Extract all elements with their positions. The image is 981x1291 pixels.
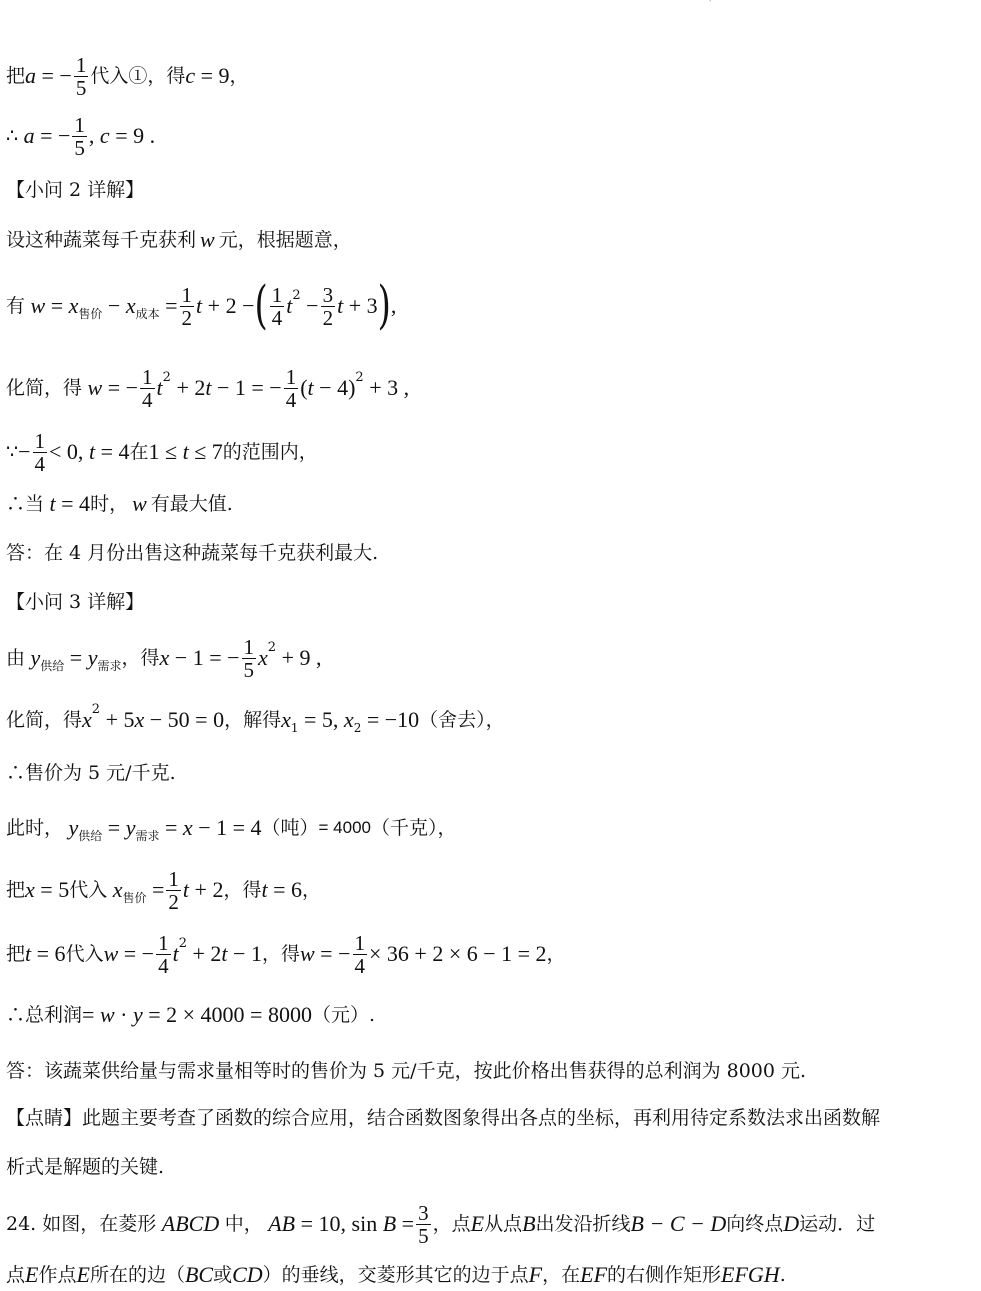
question-24-line-1: 24. 如图，在菱形 ABCD 中， AB = 10, sin B = $\frac{3}{5}$ ，点 E 从点 B 出发沿折线 B − C − D 向终点 D 运动．过	[6, 1200, 876, 1248]
line-define-w: 设这种蔬菜每千克获利 w 元，根据题意，	[6, 227, 352, 252]
question-24-line-2: 点 E 作点 E 所在的边（ BC 或 CD ）的垂线，交菱形其它的边于点 F ，在 EF 的右侧作矩形 EFGH .	[6, 1262, 786, 1287]
answer-q3: 答：该蔬菜供给量与需求量相等时的售价为 5 元/千克，按此价格出售获得的总利润为 8000 元.	[6, 1060, 807, 1082]
comment-line-1: 【点睛】此题主要考查了函数的综合应用，结合函数图象得出各点的坐标，再利用待定系数法求出函数解	[6, 1107, 881, 1129]
section-header-q2: 【小问 2 详解】	[6, 179, 145, 201]
scan-mark: `	[708, 0, 713, 11]
line-total-profit: ∴总利润 = w · y = 2 × 4000 = 8000 （元）.	[6, 1002, 375, 1027]
line-quantity: 此时， y 供给 = y 需求 = x − 1 = 4 （吨） = 4000 （千克），	[6, 815, 457, 843]
line-price: ∴售价为 5 元/千克.	[6, 762, 176, 784]
line-supply-demand: 由 y 供给 = y 需求 ，得 x − 1 = − $\frac{1}{5}$ x 2 + 9 ,	[6, 634, 322, 682]
line-solve-quadratic: 化简，得 x 2 + 5x − 50 = 0 ，解得 x 1 = 5, x 2 = −10 （舍去），	[6, 702, 505, 735]
line-because: ∵ − $\frac{1}{4}$ < 0, t = 4 在 1 ≤ t ≤ 7 的范围内，	[6, 428, 318, 476]
line-max: ∴当 t = 4 时， w 有最大值.	[6, 491, 233, 516]
fraction: $\frac{1}{5}$	[75, 52, 87, 100]
line-conclusion-a-c: ∴ a = − $\frac{1}{5}$ , c = 9 .	[6, 112, 156, 160]
comment-line-2: 析式是解题的关键.	[6, 1156, 165, 1178]
line-simplify-w: 化简，得 w = − $\frac{1}{4}$ t 2 + 2t − 1 = − $\frac{1}{4}$ (t − 4) 2 + 3 ,	[6, 364, 410, 412]
line-profit-formula: 有 w = x 售价 − x 成本 = $\frac{1}{2}$ t + 2 − ( $\frac{1}{4}$ t 2 − $\frac{3}{2}$ t + 3 ) ,	[6, 276, 397, 336]
section-header-q3: 【小问 3 详解】	[6, 591, 145, 613]
line-substitute-a: 把 a = − $\frac{1}{5}$ 代入①，得 c = 9 ，	[6, 52, 249, 100]
line-find-t: 把 x = 5 代入 x 售价 = $\frac{1}{2}$ t + 2 ，得 t = 6 ，	[6, 866, 322, 914]
answer-q2: 答：在 4 月份出售这种蔬菜每千克获利最大.	[6, 542, 379, 564]
line-find-w: 把 t = 6 代入 w = − $\frac{1}{4}$ t 2 + 2t − 1 ，得 w = − $\frac{1}{4}$ × 36 + 2 × 6 − 1 = 2 ，	[6, 930, 566, 978]
